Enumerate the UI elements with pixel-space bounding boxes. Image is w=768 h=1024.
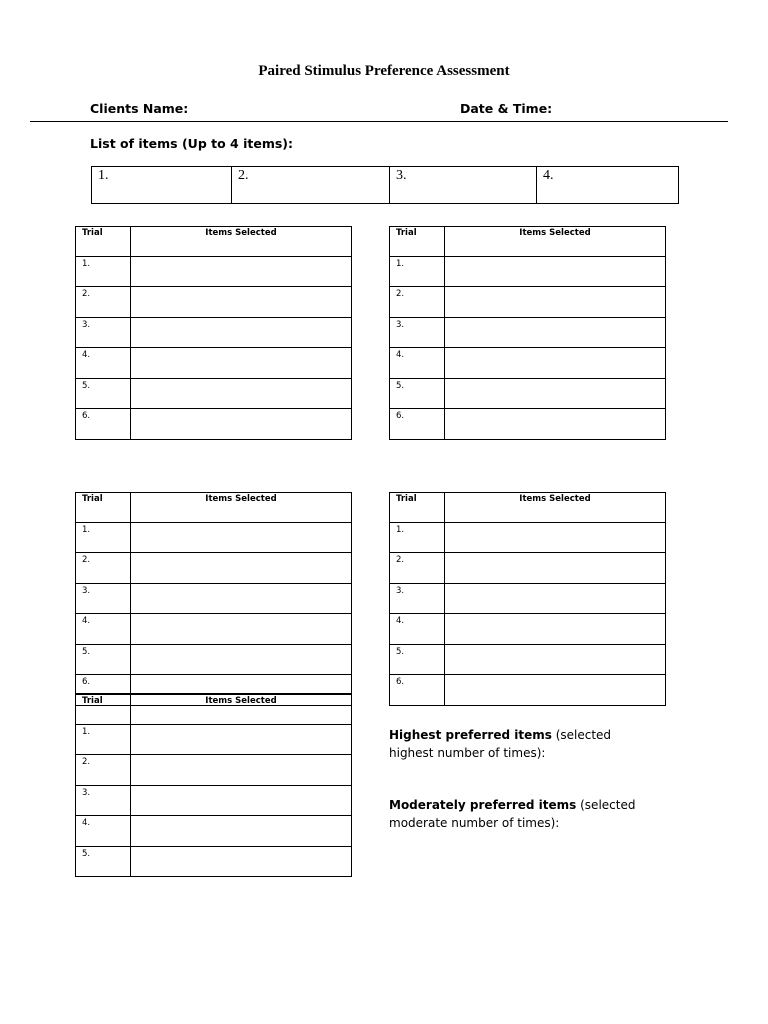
trial-number: 2. — [76, 755, 131, 786]
items-list-table — [91, 166, 679, 204]
trial-number: 2. — [76, 287, 131, 318]
trial-table-3 — [75, 492, 352, 706]
table-row — [390, 317, 666, 348]
trial-number: 6. — [76, 409, 131, 440]
table-row — [76, 317, 352, 348]
table-row — [76, 816, 352, 847]
table-row — [390, 522, 666, 553]
trial-number: 3. — [390, 317, 445, 348]
highest-preferred-note — [389, 727, 649, 762]
item-selected-cell[interactable] — [445, 644, 666, 675]
trial-number: 1. — [390, 256, 445, 287]
table-row — [390, 348, 666, 379]
item-selected-cell[interactable] — [131, 256, 352, 287]
trial-header: Trial — [390, 493, 445, 523]
item-selected-cell[interactable] — [131, 378, 352, 409]
item-slot-1[interactable]: 1. — [92, 167, 232, 204]
date-time-label: Date & Time: — [460, 101, 553, 116]
trial-number: 1. — [76, 256, 131, 287]
trial-number: 4. — [76, 816, 131, 847]
trial-number: 2. — [390, 553, 445, 584]
table-row — [76, 785, 352, 816]
trial-number: 5. — [76, 378, 131, 409]
items-list-label: List of items (Up to 4 items): — [90, 136, 293, 151]
trial-number: 3. — [76, 317, 131, 348]
item-selected-cell[interactable] — [131, 816, 352, 847]
table-row — [390, 553, 666, 584]
trial-number: 5. — [390, 644, 445, 675]
item-selected-cell[interactable] — [131, 785, 352, 816]
trial-number: 2. — [76, 553, 131, 584]
table-row — [76, 583, 352, 614]
table-row — [76, 846, 352, 877]
highest-preferred-description: (selected highest number of times): — [389, 728, 612, 760]
table-row — [76, 522, 352, 553]
item-selected-cell[interactable] — [445, 256, 666, 287]
moderately-preferred-description: (selected moderate number of times): — [389, 798, 636, 830]
item-selected-cell[interactable] — [445, 675, 666, 706]
item-selected-cell[interactable] — [445, 317, 666, 348]
item-selected-cell[interactable] — [131, 724, 352, 755]
header-divider — [30, 121, 728, 122]
trial-number: 2. — [390, 287, 445, 318]
trial-number: 3. — [76, 583, 131, 614]
item-selected-cell[interactable] — [445, 583, 666, 614]
moderately-preferred-note — [389, 797, 649, 832]
item-selected-cell[interactable] — [131, 348, 352, 379]
items-selected-header: Items Selected — [131, 227, 352, 257]
item-selected-cell[interactable] — [445, 409, 666, 440]
trial-header: Trial — [390, 227, 445, 257]
item-slot-2[interactable]: 2. — [232, 167, 390, 204]
table-row — [390, 675, 666, 706]
highest-preferred-heading: Highest preferred items — [389, 728, 552, 742]
item-selected-cell[interactable] — [131, 583, 352, 614]
items-selected-header: Items Selected — [445, 493, 666, 523]
trial-number: 6. — [390, 409, 445, 440]
table-row — [76, 644, 352, 675]
table-row — [390, 378, 666, 409]
moderately-preferred-heading: Moderately preferred items — [389, 798, 577, 812]
item-selected-cell[interactable] — [131, 614, 352, 645]
item-selected-cell[interactable] — [131, 522, 352, 553]
table-row — [76, 724, 352, 755]
table-row — [390, 256, 666, 287]
item-selected-cell[interactable] — [445, 287, 666, 318]
trial-number: 5. — [390, 378, 445, 409]
trial-header: Trial — [76, 493, 131, 523]
item-selected-cell[interactable] — [445, 553, 666, 584]
table-row — [390, 287, 666, 318]
trial-number: 3. — [390, 583, 445, 614]
item-selected-cell[interactable] — [445, 614, 666, 645]
trial-number: 1. — [390, 522, 445, 553]
item-slot-3[interactable]: 3. — [390, 167, 537, 204]
table-row — [76, 755, 352, 786]
item-selected-cell[interactable] — [445, 348, 666, 379]
trial-number: 4. — [390, 614, 445, 645]
items-selected-header: Items Selected — [131, 493, 352, 523]
table-row — [76, 553, 352, 584]
item-selected-cell[interactable] — [131, 409, 352, 440]
item-selected-cell[interactable] — [445, 378, 666, 409]
table-row — [76, 614, 352, 645]
trial-number: 3. — [76, 785, 131, 816]
trial-number: 6. — [390, 675, 445, 706]
trial-number: 5. — [76, 846, 131, 877]
table-row — [76, 256, 352, 287]
items-selected-header: Items Selected — [445, 227, 666, 257]
item-selected-cell[interactable] — [131, 317, 352, 348]
trial-table-2 — [389, 226, 666, 440]
trial-number: 1. — [76, 724, 131, 755]
table-row — [76, 378, 352, 409]
table-row — [76, 287, 352, 318]
trial-number: 4. — [390, 348, 445, 379]
trial-header: Trial — [76, 227, 131, 257]
trial-number: 4. — [76, 348, 131, 379]
item-selected-cell[interactable] — [445, 522, 666, 553]
table-row — [390, 409, 666, 440]
table-row — [390, 583, 666, 614]
trial-table-4 — [389, 492, 666, 706]
table-row — [390, 644, 666, 675]
table-row — [76, 348, 352, 379]
trial-table-1 — [75, 226, 352, 440]
trial-number: 5. — [76, 644, 131, 675]
client-name-label: Clients Name: — [90, 101, 189, 116]
item-selected-cell[interactable] — [131, 755, 352, 786]
item-selected-cell[interactable] — [131, 287, 352, 318]
item-selected-cell[interactable] — [131, 846, 352, 877]
table-row — [76, 409, 352, 440]
trial-number: 6. — [76, 675, 131, 706]
trial-table-5 — [75, 693, 352, 877]
item-slot-4[interactable]: 4. — [537, 167, 679, 204]
page-title: Paired Stimulus Preference Assessment — [258, 63, 510, 79]
table-row — [390, 614, 666, 645]
trial-number: 4. — [76, 614, 131, 645]
items-selected-header: Items Selected — [131, 694, 352, 724]
item-selected-cell[interactable] — [131, 644, 352, 675]
trial-number: 1. — [76, 522, 131, 553]
item-selected-cell[interactable] — [131, 553, 352, 584]
trial-header: Trial — [76, 694, 131, 724]
